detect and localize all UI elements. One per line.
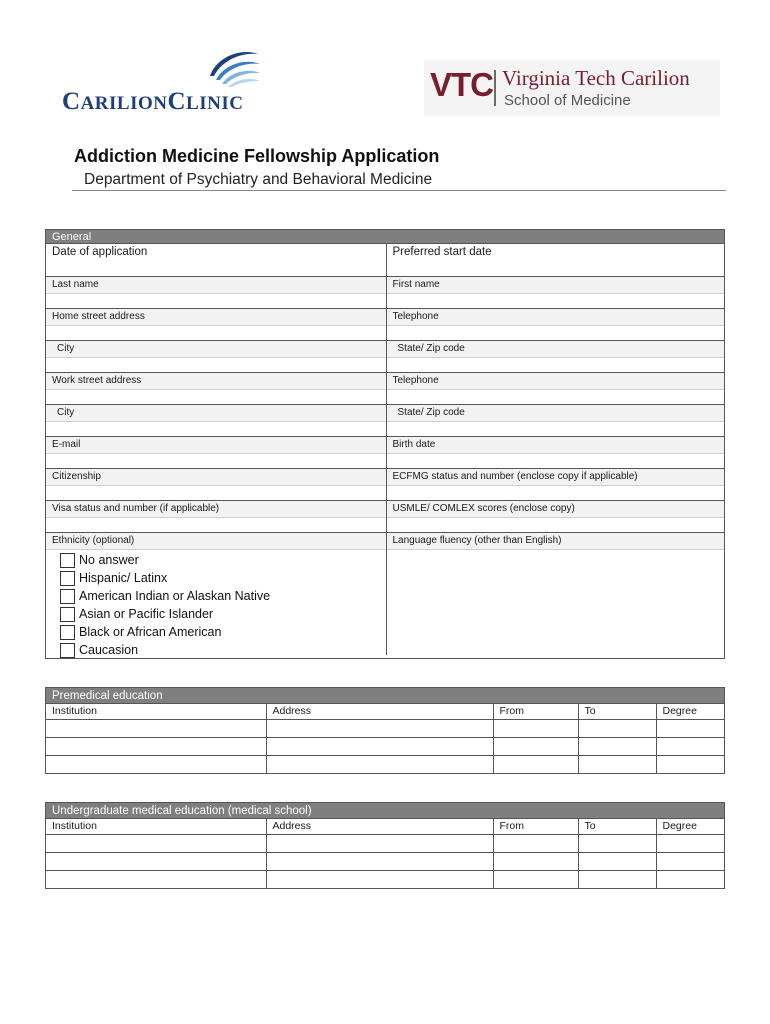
option-label: No answer: [79, 553, 139, 567]
table-cell[interactable]: [266, 870, 493, 888]
form-row: [46, 437, 724, 469]
form-row: [46, 244, 724, 277]
form-row: [46, 405, 724, 437]
form-row: [46, 341, 724, 373]
vtc-logo: [424, 60, 720, 116]
field-label: Birth date: [387, 437, 725, 454]
table-cell[interactable]: [656, 737, 724, 755]
work-city-field[interactable]: [46, 405, 386, 436]
table-row: [46, 755, 724, 773]
checkbox[interactable]: [60, 625, 75, 640]
form-row: [46, 373, 724, 405]
field-label: Language fluency (other than English): [387, 533, 725, 550]
form-row: [46, 501, 724, 533]
table-cell[interactable]: [656, 719, 724, 737]
table-cell[interactable]: [493, 737, 578, 755]
undergraduate-education-section: [45, 802, 725, 889]
general-section: [45, 229, 725, 659]
checkbox[interactable]: [60, 589, 75, 604]
table-cell[interactable]: [46, 834, 266, 852]
home-city-field[interactable]: [46, 341, 386, 372]
ethnicity-option[interactable]: [60, 623, 386, 641]
table-cell[interactable]: [578, 870, 656, 888]
table-row: [46, 737, 724, 755]
table-cell[interactable]: [493, 870, 578, 888]
table-cell[interactable]: [578, 834, 656, 852]
work-telephone-field[interactable]: [386, 373, 725, 404]
vtc-divider: [494, 70, 496, 106]
checkbox[interactable]: [60, 571, 75, 586]
table-cell[interactable]: [493, 755, 578, 773]
last-name-field[interactable]: [46, 277, 386, 308]
carilion-swoosh-icon: [202, 46, 262, 88]
title-divider: [72, 190, 726, 191]
vtc-school: School of Medicine: [504, 92, 631, 109]
home-state-zip-field[interactable]: [386, 341, 725, 372]
ethnicity-option[interactable]: [60, 569, 386, 587]
table-cell[interactable]: [656, 755, 724, 773]
birth-date-field[interactable]: [386, 437, 725, 468]
table-cell[interactable]: [656, 852, 724, 870]
field-label: Telephone: [387, 309, 725, 326]
carilion-clinic-logo: [62, 46, 262, 116]
ethnicity-option[interactable]: [60, 641, 386, 659]
option-label: Asian or Pacific Islander: [79, 607, 214, 621]
table-row: [46, 852, 724, 870]
field-label: State/ Zip code: [387, 405, 725, 422]
table-cell[interactable]: [46, 870, 266, 888]
table-cell[interactable]: [46, 719, 266, 737]
table-header-row: [46, 819, 724, 834]
visa-status-field[interactable]: [46, 501, 386, 532]
column-header: Institution: [46, 704, 266, 719]
date-of-application-field[interactable]: [46, 244, 386, 276]
table-cell[interactable]: [266, 737, 493, 755]
form-row: [46, 533, 724, 655]
work-street-address-field[interactable]: [46, 373, 386, 404]
column-header: From: [493, 704, 578, 719]
field-label: Visa status and number (if applicable): [46, 501, 386, 518]
column-header: Institution: [46, 819, 266, 834]
column-header: Address: [266, 819, 493, 834]
table-cell[interactable]: [46, 737, 266, 755]
option-label: Hispanic/ Latinx: [79, 571, 168, 585]
checkbox[interactable]: [60, 607, 75, 622]
field-label: Telephone: [387, 373, 725, 390]
table-cell[interactable]: [493, 852, 578, 870]
table-row: [46, 834, 724, 852]
table-header-row: [46, 704, 724, 719]
ethnicity-option[interactable]: [60, 605, 386, 623]
general-section-header: General: [46, 230, 724, 244]
table-cell[interactable]: [266, 755, 493, 773]
home-street-address-field[interactable]: [46, 309, 386, 340]
field-label: ECFMG status and number (enclose copy if applicable): [387, 469, 725, 486]
carilion-wordmark: CARILIONCLINIC: [62, 88, 244, 115]
field-label: Preferred start date: [387, 244, 725, 262]
table-row: [46, 870, 724, 888]
field-label: E-mail: [46, 437, 386, 454]
table-cell[interactable]: [578, 755, 656, 773]
table-cell[interactable]: [578, 719, 656, 737]
column-header: Address: [266, 704, 493, 719]
column-header: To: [578, 819, 656, 834]
preferred-start-date-field[interactable]: [386, 244, 725, 276]
table-cell[interactable]: [578, 737, 656, 755]
field-label: State/ Zip code: [387, 341, 725, 358]
field-label: Citizenship: [46, 469, 386, 486]
checkbox[interactable]: [60, 553, 75, 568]
undergrad-table: [46, 819, 724, 888]
column-header: Degree: [656, 704, 724, 719]
premedical-table: [46, 704, 724, 773]
table-cell[interactable]: [46, 852, 266, 870]
table-cell[interactable]: [266, 834, 493, 852]
email-field[interactable]: [46, 437, 386, 468]
work-state-zip-field[interactable]: [386, 405, 725, 436]
option-label: Caucasion: [79, 643, 139, 657]
vtc-name: Virginia Tech Carilion: [502, 66, 690, 90]
field-label: First name: [387, 277, 725, 294]
home-telephone-field[interactable]: [386, 309, 725, 340]
option-label: American Indian or Alaskan Native: [79, 589, 271, 603]
column-header: From: [493, 819, 578, 834]
usmle-comlex-field[interactable]: [386, 501, 725, 532]
language-fluency-field[interactable]: [386, 533, 725, 655]
document-title: Addiction Medicine Fellowship Application: [74, 146, 440, 166]
checkbox[interactable]: [60, 643, 75, 658]
field-label: USMLE/ COMLEX scores (enclose copy): [387, 501, 725, 518]
form-row: [46, 469, 724, 501]
column-header: To: [578, 704, 656, 719]
table-cell[interactable]: [493, 719, 578, 737]
field-label: City: [46, 341, 386, 358]
form-row: [46, 277, 724, 309]
field-label: Date of application: [46, 244, 386, 262]
table-cell[interactable]: [578, 852, 656, 870]
field-label: Ethnicity (optional): [46, 533, 386, 550]
first-name-field[interactable]: [386, 277, 725, 308]
option-label: Black or African American: [79, 625, 222, 639]
table-cell[interactable]: [266, 852, 493, 870]
ethnicity-options: [46, 550, 386, 659]
field-label: Work street address: [46, 373, 386, 390]
table-cell[interactable]: [266, 719, 493, 737]
table-cell[interactable]: [656, 834, 724, 852]
vtc-mark: VTC: [430, 66, 493, 103]
ecfmg-status-field[interactable]: [386, 469, 725, 500]
table-cell[interactable]: [656, 870, 724, 888]
ethnicity-option[interactable]: [60, 551, 386, 569]
citizenship-field[interactable]: [46, 469, 386, 500]
premedical-section-header: Premedical education: [46, 688, 724, 704]
table-row: [46, 719, 724, 737]
table-cell[interactable]: [493, 834, 578, 852]
undergrad-section-header: Undergraduate medical education (medical school): [46, 803, 724, 819]
premedical-education-section: [45, 687, 725, 774]
form-row: [46, 309, 724, 341]
ethnicity-field: [46, 533, 386, 655]
table-cell[interactable]: [46, 755, 266, 773]
document-subtitle: Department of Psychiatry and Behavioral Medicine: [84, 171, 433, 188]
field-label: Last name: [46, 277, 386, 294]
ethnicity-option[interactable]: [60, 587, 386, 605]
field-label: Home street address: [46, 309, 386, 326]
column-header: Degree: [656, 819, 724, 834]
field-label: City: [46, 405, 386, 422]
